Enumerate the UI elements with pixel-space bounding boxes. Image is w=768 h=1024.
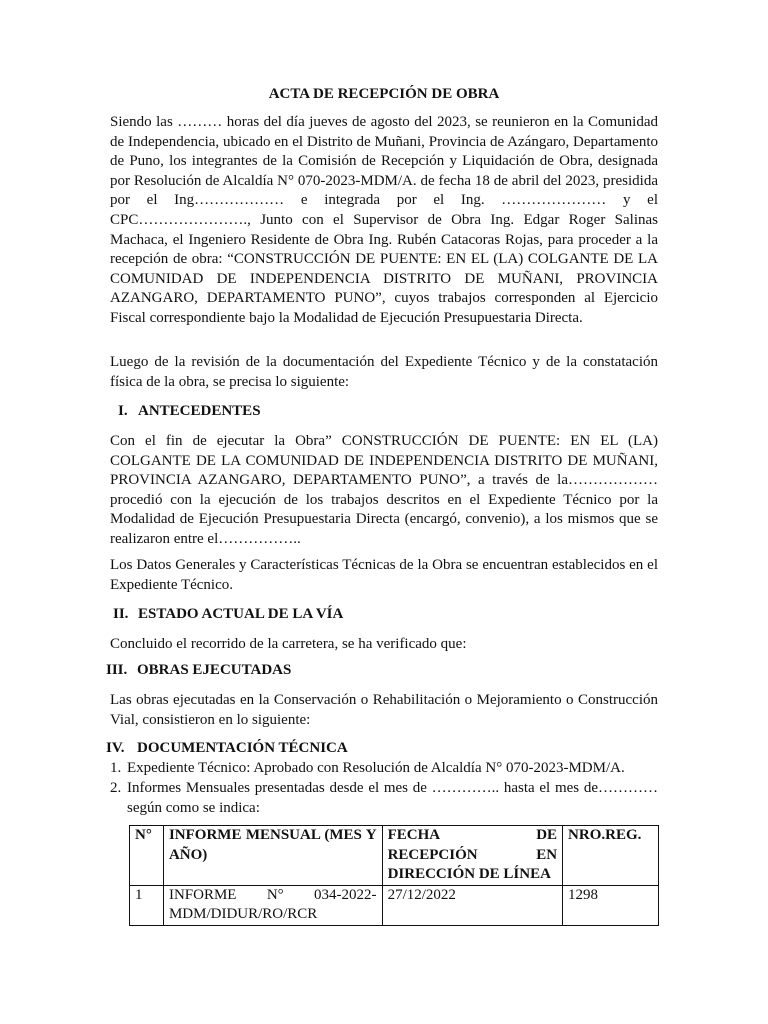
doc-list-item bbox=[110, 779, 658, 818]
section-number: I. bbox=[118, 403, 128, 419]
section-label: OBRAS EJECUTADAS bbox=[137, 662, 292, 678]
column-header-fecha: FECHA DE RECEPCIÓN EN DIRECCIÓN DE LÍNEA bbox=[382, 826, 562, 886]
column-header-nro-reg: NRO.REG. bbox=[563, 826, 659, 886]
section-label: ANTECEDENTES bbox=[138, 403, 261, 419]
datos-paragraph: Los Datos Generales y Características Técnicas de la Obra se encuentran establecidos en el Expediente Técnico. bbox=[110, 557, 658, 593]
table-cell: 1 bbox=[130, 885, 164, 925]
section-number: III. bbox=[106, 662, 128, 678]
list-text: Informes Mensuales presentadas desde el mes de ………….. hasta el mes de………… según como se indica: bbox=[127, 780, 658, 816]
obras-paragraph: Las obras ejecutadas en la Conservación o Rehabilitación o Mejoramiento o Construcción Vial, consistieron en lo siguiente: bbox=[110, 692, 658, 728]
estado-paragraph: Concluido el recorrido de la carretera, se ha verificado que: bbox=[110, 636, 467, 652]
section-number: IV. bbox=[106, 740, 125, 756]
section-heading-antecedentes bbox=[118, 403, 261, 420]
doc-list-item bbox=[110, 759, 658, 779]
list-number: 2. bbox=[110, 780, 122, 796]
table-cell: INFORME N° 034-2022-MDM/DIDUR/RO/RCR bbox=[163, 885, 382, 925]
revision-paragraph: Luego de la revisión de la documentación del Expediente Técnico y de la constatación física de la obra, se precisa lo siguiente: bbox=[110, 354, 658, 390]
section-heading-obras bbox=[106, 662, 291, 679]
table-cell: 1298 bbox=[563, 885, 659, 925]
antecedentes-paragraph: Con el fin de ejecutar la Obra” CONSTRUCCIÓN DE PUENTE: EN EL (LA) COLGANTE DE LA COMUNIDAD DE INDEPENDENCIA DISTRITO DE MUÑANI, PROVINCIA AZANGARO, DEPARTAMENTO PUNO”, a través de la………………procedió con la ejecución de los trabajos descritos en el Expediente Técnico por la Modalidad de Ejecución Presupuestaria Directa (encargó, convenio), a los mismos que se realizaron entre el…………….. bbox=[110, 433, 658, 547]
informes-table bbox=[129, 825, 659, 926]
section-label: DOCUMENTACIÓN TÉCNICA bbox=[137, 740, 348, 756]
section-heading-estado bbox=[113, 606, 343, 623]
column-header-informe: INFORME MENSUAL (MES Y AÑO) bbox=[163, 826, 382, 886]
table-row bbox=[130, 885, 659, 925]
section-label: ESTADO ACTUAL DE LA VÍA bbox=[138, 606, 344, 622]
document-title: ACTA DE RECEPCIÓN DE OBRA bbox=[268, 86, 500, 102]
column-header-number: N° bbox=[130, 826, 164, 886]
table-cell: 27/12/2022 bbox=[382, 885, 562, 925]
list-number: 1. bbox=[110, 760, 122, 776]
list-text: Expediente Técnico: Aprobado con Resolución de Alcaldía N° 070-2023-MDM/A. bbox=[127, 760, 625, 776]
section-number: II. bbox=[113, 606, 129, 622]
section-heading-documentacion bbox=[106, 740, 348, 757]
intro-paragraph: Siendo las ……… horas del día jueves de agosto del 2023, se reunieron en la Comunidad de Independencia, ubicado en el Distrito de Muñani, Provincia de Azángaro, Departamento de Puno, los integrantes de la Comisión de Recepción y Liquidación de Obra, designada por Resolución de Alcaldía N° 070-2023-MDM/A. de fecha 18 de abril del 2023, presidida por el Ing……………… e integrada por el Ing. ………………… y el CPC…………………., Junto con el Supervisor de Obra Ing. Edgar Roger Salinas Machaca, el Ingeniero Residente de Obra Ing. Rubén Catacoras Rojas, para proceder a la recepción de obra: “CONSTRUCCIÓN DE PUENTE: EN EL (LA) COLGANTE DE LA COMUNIDAD DE INDEPENDENCIA DISTRITO DE MUÑANI, PROVINCIA AZANGARO, DEPARTAMENTO PUNO”, cuyos trabajos corresponden al Ejercicio Fiscal correspondiente bajo la Modalidad de Ejecución Presupuestaria Directa. bbox=[110, 114, 658, 326]
table-header-row bbox=[130, 826, 659, 886]
